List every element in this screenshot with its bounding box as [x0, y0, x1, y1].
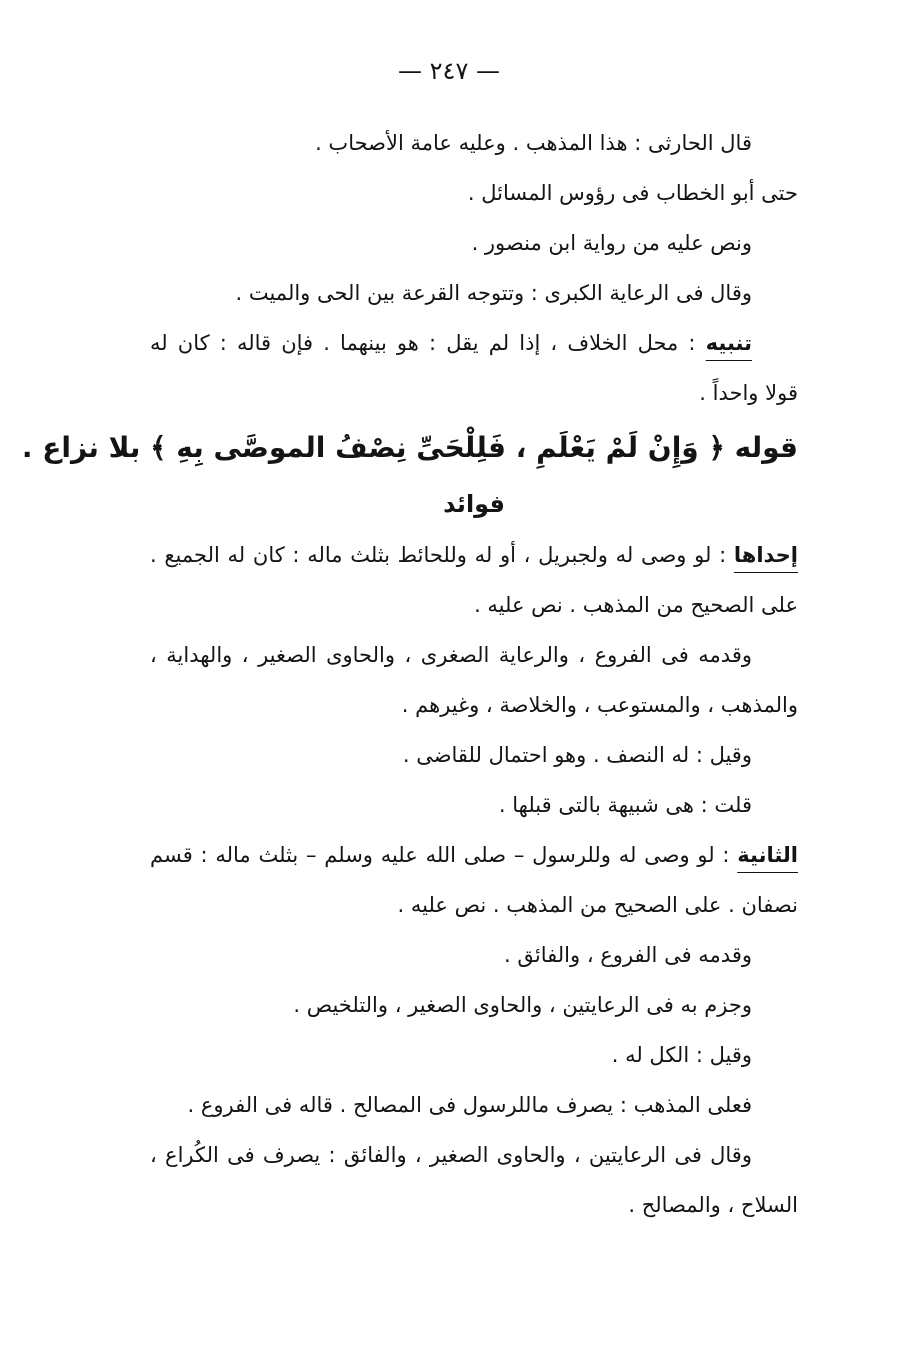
text-line-11: وقدمه فى الفروع ، والرعاية الصغرى ، والحاوى الصغير ، والهداية ،	[150, 643, 752, 667]
text-line-2: حتى أبو الخطاب فى رؤوس المسائل .	[467, 181, 798, 205]
text-line-3: ونص عليه من رواية ابن منصور .	[471, 231, 752, 255]
quran-quote-line: قوله ﴿ وَإِنْ لَمْ يَعْلَمِ ، فَلِلْحَىِّ نِصْفُ الموصَّى بِهِ ﴾ بلا نزاع .	[21, 431, 798, 464]
text-line-5: تنبيه : محل الخلاف ، إذا لم يقل : هو بينهما . فإن قاله : كان له	[150, 331, 752, 355]
text-line-13: وقيل : له النصف . وهو احتمال للقاضى .	[402, 743, 752, 767]
text-line-10: على الصحيح من المذهب . نص عليه .	[474, 593, 798, 617]
text-line-9: إحداها : لو وصى له ولجبريل ، أو له وللحائط بثلث ماله : كان له الجميع .	[150, 543, 798, 567]
text-line-6: قولا واحداً .	[699, 381, 798, 405]
text-line-1: قال الحارثى : هذا المذهب . وعليه عامة الأصحاب .	[315, 131, 752, 155]
text-line-12: والمذهب ، والمستوعب ، والخلاصة ، وغيرهم .	[401, 693, 798, 717]
point-heading-first: إحداها	[733, 543, 798, 567]
text-line-22: السلاح ، والمصالح .	[628, 1193, 798, 1217]
text-line-17: وقدمه فى الفروع ، والفائق .	[504, 943, 752, 967]
text-line-19: وقيل : الكل له .	[611, 1043, 752, 1067]
point-heading-second: الثانية	[737, 843, 798, 867]
note-heading: تنبيه	[705, 331, 752, 355]
section-heading: فوائد	[443, 490, 505, 518]
text-line-15: الثانية : لو وصى له وللرسول – صلى الله عليه وسلم – بثلث ماله : قسم	[150, 843, 798, 867]
page-number: — ٢٤٧ —	[398, 57, 500, 85]
text-line-18: وجزم به فى الرعايتين ، والحاوى الصغير ، والتلخيص .	[293, 993, 752, 1017]
page-body	[21, 118, 798, 1230]
text-line-20: فعلى المذهب : يصرف ماللرسول فى المصالح . قاله فى الفروع .	[187, 1093, 752, 1117]
text-line-14: قلت : هى شبيهة بالتى قبلها .	[498, 793, 752, 817]
text-line-21: وقال فى الرعايتين ، والحاوى الصغير ، والفائق : يصرف فى الكُراع ،	[150, 1143, 752, 1167]
text-line-4: وقال فى الرعاية الكبرى : وتتوجه القرعة بين الحى والميت .	[235, 281, 752, 305]
text-line-16: نصفان . على الصحيح من المذهب . نص عليه .	[397, 893, 798, 917]
